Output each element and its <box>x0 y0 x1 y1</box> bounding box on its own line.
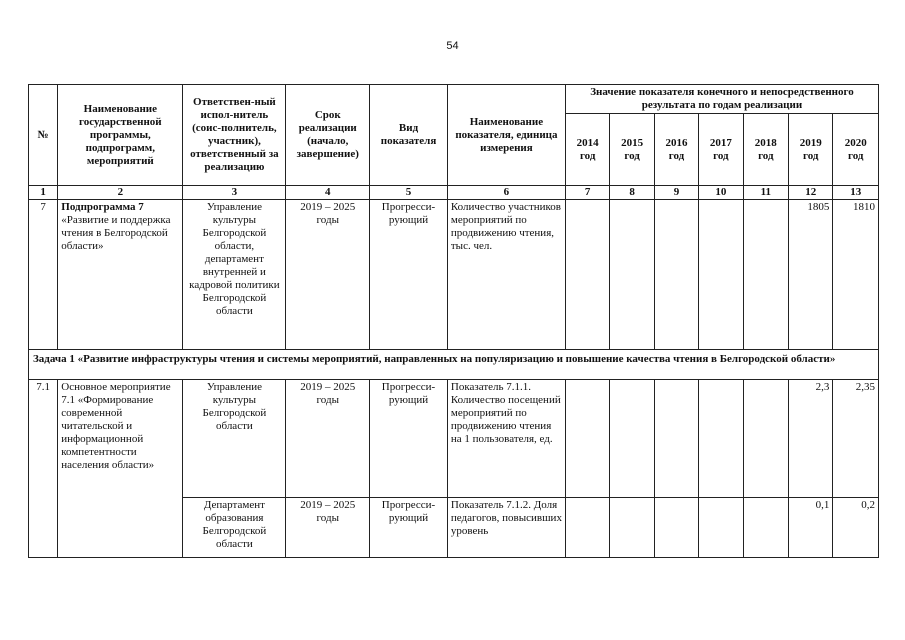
indicators-table <box>28 84 879 558</box>
measure-indicator-type: Прогресси-рующий <box>370 380 448 498</box>
value-2016 <box>654 498 698 558</box>
measure-term: 2019 – 2025 годы <box>286 380 370 498</box>
value-2014 <box>565 498 609 558</box>
column-number: 7 <box>565 186 609 200</box>
measure-indicator-name-text: Показатель 7.1.2. Доля педагогов, повысивших уровень <box>450 499 562 537</box>
column-number: 11 <box>743 186 788 200</box>
measure-indicator-name <box>447 498 565 558</box>
value-2015 <box>610 380 654 498</box>
column-number: 10 <box>699 186 743 200</box>
value-2015 <box>610 498 654 558</box>
column-number: 9 <box>654 186 698 200</box>
value-2017 <box>699 380 743 498</box>
column-number: 2 <box>58 186 183 200</box>
value-2020: 1810 <box>833 200 879 350</box>
header-executor: Ответствен-ный испол-нитель (соис-полнитель, участник), ответственный за реализацию <box>183 85 286 186</box>
measure-term-text: 2019 – 2025 годы <box>300 499 356 524</box>
value-2014 <box>565 200 609 350</box>
column-number: 8 <box>610 186 654 200</box>
header-term: Срок реализации (начало, завершение) <box>286 85 370 186</box>
measure-indicator-name: Показатель 7.1.1. Количество посещений мероприятий по продвижению чтения на 1 пользователя, ед. <box>447 380 565 498</box>
value-2019: 1805 <box>789 200 833 350</box>
header-year: 2020 год <box>833 114 879 186</box>
subprogram-description: «Развитие и поддержка чтения в Белгородской области» <box>61 214 171 252</box>
header-no: № <box>29 85 58 186</box>
measure-executor <box>183 498 286 558</box>
column-number: 3 <box>183 186 286 200</box>
value-2016 <box>654 380 698 498</box>
page-number: 54 <box>446 40 459 52</box>
value-2018 <box>743 380 788 498</box>
measure-number: 7.1 <box>29 380 58 558</box>
subprogram-title: Подпрограмма 7 <box>61 201 144 213</box>
measure-name: Основное мероприятие 7.1 «Формирование современной читательской и информационной компетентности населения области» <box>58 380 183 558</box>
row-indicator-type: Прогресси-рующий <box>370 200 448 350</box>
value-2015 <box>610 200 654 350</box>
table-row <box>29 200 879 350</box>
row-term: 2019 – 2025 годы <box>286 200 370 350</box>
header-year: 2017 год <box>699 114 743 186</box>
column-number: 6 <box>447 186 565 200</box>
row-indicator-name: Количество участников мероприятий по продвижению чтения, тыс. чел. <box>447 200 565 350</box>
row-executor: Управление культуры Белгородской области, департамент внутренней и кадровой политики Белгородской области <box>183 200 286 350</box>
value-2019: 2,3 <box>789 380 833 498</box>
value-2020: 0,2 <box>833 498 879 558</box>
measure-term <box>286 498 370 558</box>
header-year: 2014 год <box>565 114 609 186</box>
header-year: 2019 год <box>789 114 833 186</box>
header-year: 2018 год <box>743 114 788 186</box>
header-indicator-type: Вид показателя <box>370 85 448 186</box>
header-year: 2015 год <box>610 114 654 186</box>
value-2018 <box>743 498 788 558</box>
column-number: 1 <box>29 186 58 200</box>
value-2018 <box>743 200 788 350</box>
column-number: 13 <box>833 186 879 200</box>
task-heading: Задача 1 «Развитие инфраструктуры чтения и системы мероприятий, направленных на популяризацию и повышение качества чтения в Белгородской области» <box>29 350 879 380</box>
measure-executor: Управление культуры Белгородской области <box>183 380 286 498</box>
value-2017 <box>699 498 743 558</box>
row-number: 7 <box>29 200 58 350</box>
row-program-name <box>58 200 183 350</box>
header-year: 2016 год <box>654 114 698 186</box>
value-2016 <box>654 200 698 350</box>
header-program-name: Наименование государственной программы, подпрограмм, мероприятий <box>58 85 183 186</box>
value-2017 <box>699 200 743 350</box>
column-number: 5 <box>370 186 448 200</box>
value-2019: 0,1 <box>789 498 833 558</box>
column-number: 12 <box>789 186 833 200</box>
table-row <box>29 380 879 498</box>
measure-indicator-type <box>370 498 448 558</box>
value-2020: 2,35 <box>833 380 879 498</box>
column-number: 4 <box>286 186 370 200</box>
measure-indicator-type-text: Прогресси-рующий <box>381 499 436 524</box>
value-2014 <box>565 380 609 498</box>
header-values-by-year: Значение показателя конечного и непосредственного результата по годам реализации <box>565 85 878 114</box>
measure-executor-text: Департамент образования Белгородской области <box>202 499 267 550</box>
header-indicator-name: Наименование показателя, единица измерения <box>447 85 565 186</box>
